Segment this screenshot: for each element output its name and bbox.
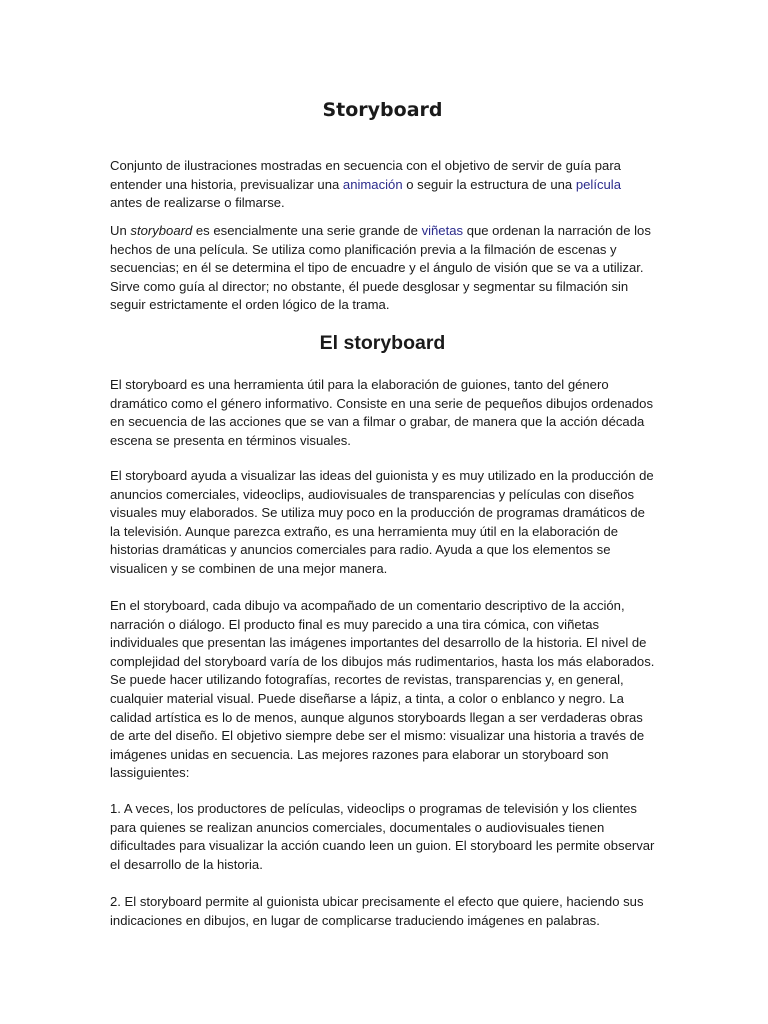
body-paragraph: El storyboard es una herramienta útil para la elaboración de guiones, tanto del género dramático como el género informativo. Consiste en una serie de pequeños dibujos ordenados en secuencia de las acciones que se van a filmar o grabar, de manera que la acción década escena se presenta en términos visuales. — [110, 377, 653, 448]
definition-paragraph — [110, 222, 655, 315]
list-item-paragraph: 2. El storyboard permite al guionista ubicar precisamente el efecto que quiere, haciendo sus indicaciones en dibujos, en lugar de complicarse traduciendo imágenes en palabras. — [110, 894, 644, 928]
vinetas-link[interactable]: viñetas — [421, 223, 464, 238]
section-heading: El storyboard — [319, 332, 446, 354]
definition-text-2: es esencialmente una serie grande de — [192, 223, 422, 238]
definition-text-1: Un — [110, 223, 131, 238]
definition-text-3: que ordenan la narración de los hechos de una película. Se utiliza como planificación previa a la filmación de escenas y secuencias; en él se determina el tipo de encuadre y el ángulo de visión que se va a utilizar. Sirve como guía al director; no obstante, él puede desglosar y segmentar su filmación sin seguir estrictamente el orden lógico de la trama. — [110, 223, 651, 313]
intro-text-1: Conjunto de ilustraciones mostradas en secuencia con el objetivo de servir de guía para entender una historia, previsualizar una — [110, 158, 621, 192]
animacion-link[interactable]: animación — [342, 176, 403, 192]
body-paragraph: El storyboard ayuda a visualizar las ideas del guionista y es muy utilizado en la producción de anuncios comerciales, videoclips, audiovisuales de transparencias y películas con diseños visuales muy elaborados. Se utiliza muy poco en la producción de programas dramáticos de la televisión. Aunque parezca extraño, es una herramienta muy útil en la elaboración de historias dramáticas y anuncios comerciales para radio. Ayuda a que los elementos se visualicen y se combinen de una mejor manera. — [110, 468, 654, 576]
pelicula-link[interactable]: película — [575, 176, 621, 192]
definition-italic-term: storyboard — [130, 223, 193, 238]
page-title: Storyboard — [322, 99, 443, 121]
intro-text-2: o seguir la estructura de una — [402, 176, 576, 192]
list-item-paragraph: 1. A veces, los productores de películas, videoclips o programas de televisión y los clientes para quienes se realizan anuncios comerciales, documentales o audiovisuales tienen dificultades para visualizar la acción cuando leen un guion. El storyboard les permite observar el desarrollo de la historia. — [110, 801, 655, 872]
body-paragraph: En el storyboard, cada dibujo va acompañado de un comentario descriptivo de la acción, narración o diálogo. El producto final es muy parecido a una tira cómica, con viñetas individuales que presentan las imágenes importantes del desarrollo de la historia. El nivel de complejidad del storyboard varía de los dibujos más rudimentarios, hasta los más elaborados. Se puede hacer utilizando fotografías, recortes de revistas, transparencias y, en general, cualquier material visual. Puede diseñarse a lápiz, a tinta, a color o enblanco y negro. La calidad artística es lo de menos, aunque algunos storyboards llegan a ser verdaderas obras de arte del diseño. El objetivo siempre debe ser el mismo: visualizar una historia a través de imágenes unidas en secuencia. Las mejores razones para elaborar un storyboard son lassiguientes: — [110, 598, 655, 781]
intro-paragraph — [110, 157, 655, 213]
intro-text-3: antes de realizarse o filmarse. — [110, 195, 285, 211]
